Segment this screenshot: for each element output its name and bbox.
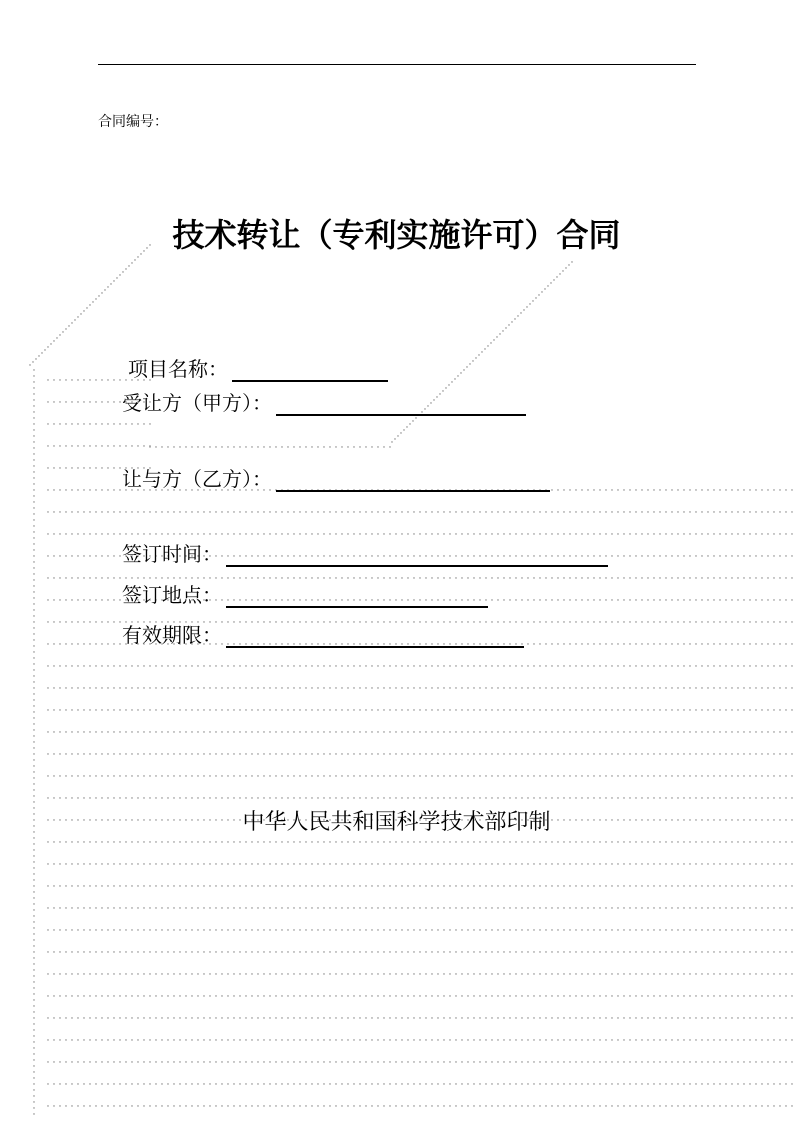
- transferor-label: 让与方（乙方）：: [122, 467, 272, 491]
- transferee-blank: [276, 390, 526, 416]
- signing-time-label: 签订时间：: [122, 542, 222, 566]
- document-title: 技术转让（专利实施许可）合同: [172, 216, 621, 254]
- project-name-field: [128, 356, 388, 382]
- header-rule: [98, 64, 696, 65]
- contract-number-label: 合同编号：: [98, 114, 168, 130]
- issuer-statement: 中华人民共和国科学技术部印制: [242, 810, 551, 835]
- transferor-blank: [276, 466, 550, 492]
- signing-place-field: [122, 582, 488, 608]
- signing-time-field: [122, 541, 608, 567]
- project-name-label: 项目名称：: [128, 357, 228, 381]
- transferee-field: [122, 390, 526, 416]
- signing-place-blank: [226, 582, 488, 608]
- transferor-field: [122, 466, 550, 492]
- validity-period-label: 有效期限：: [122, 623, 222, 647]
- signing-place-label: 签订地点：: [122, 583, 222, 607]
- signing-time-blank: [226, 541, 608, 567]
- validity-period-field: [122, 622, 524, 648]
- validity-period-blank: [226, 622, 524, 648]
- project-name-blank: [232, 356, 388, 382]
- transferee-label: 受让方（甲方）：: [122, 391, 272, 415]
